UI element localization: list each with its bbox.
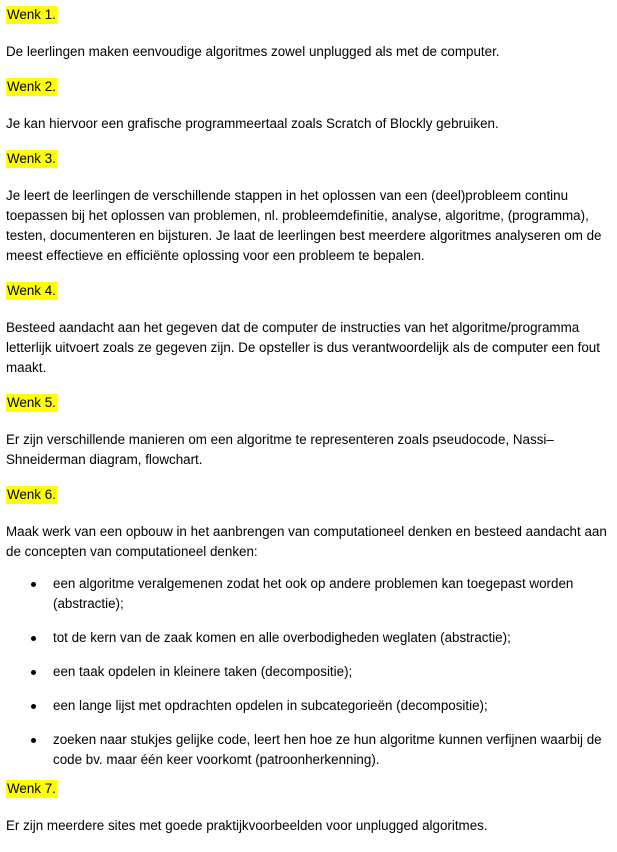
tip-label-3: Wenk 3. — [7, 151, 56, 166]
list-item-text: een taak opdelen in kleinere taken (decompositie); — [53, 664, 353, 679]
tip-heading-6 — [6, 486, 611, 506]
tip-label-6: Wenk 6. — [7, 487, 56, 502]
tip-label-4: Wenk 4. — [7, 283, 56, 298]
tip-text-4: Besteed aandacht aan het gegeven dat de computer de instructies van het algoritme/programma letterlijk uitvoert zoals ze gegeven zijn. De opsteller is dus verantwoordelijk als de computer een fout maakt. — [6, 320, 600, 375]
list-item — [6, 574, 611, 614]
tip-heading-7 — [6, 780, 611, 800]
tip-label-7: Wenk 7. — [7, 781, 56, 796]
bullet-icon — [31, 670, 36, 675]
tip-label-5: Wenk 5. — [7, 395, 56, 410]
tip-label-1: Wenk 1. — [7, 7, 56, 22]
tip-text-5: Er zijn verschillende manieren om een algoritme te representeren zoals pseudocode, Nassi–Shneiderman diagram, flowchart. — [6, 432, 554, 467]
tip-text-1: De leerlingen maken eenvoudige algoritmes zowel unplugged als met de computer. — [6, 44, 500, 59]
bullet-icon — [31, 582, 36, 587]
list-item — [6, 730, 611, 770]
tip-heading-2 — [6, 78, 611, 98]
bullet-icon — [31, 704, 36, 709]
concept-list — [6, 574, 611, 770]
list-item-text: een algoritme veralgemenen zodat het ook op andere problemen kan toegepast worden (abstractie); — [53, 576, 574, 611]
list-item — [6, 696, 611, 716]
tip-heading-4 — [6, 282, 611, 302]
tip-text-6: Maak werk van een opbouw in het aanbrengen van computationeel denken en besteed aandacht aan de concepten van computationeel denken: — [6, 524, 607, 559]
tip-label-2: Wenk 2. — [7, 79, 56, 94]
tip-heading-3 — [6, 150, 611, 170]
list-item — [6, 662, 611, 682]
document-page — [6, 6, 611, 852]
tip-heading-5 — [6, 394, 611, 414]
bullet-icon — [31, 738, 36, 743]
tip-text-3: Je leert de leerlingen de verschillende stappen in het oplossen van een (deel)probleem continu toepassen bij het oplossen van problemen, nl. probleemdefinitie, analyse, algoritme, (programma), testen, documenteren en bijsturen. Je laat de leerlingen best meerdere algoritmes analyseren om de meest effectieve en efficiënte oplossing voor een probleem te bepalen. — [6, 188, 602, 263]
list-item-text: zoeken naar stukjes gelijke code, leert hen hoe ze hun algoritme kunnen verfijnen waarbij de code bv. maar één keer voorkomt (patroonherkenning). — [53, 732, 602, 767]
list-item-text: een lange lijst met opdrachten opdelen in subcategorieën (decompositie); — [53, 698, 488, 713]
tip-text-2: Je kan hiervoor een grafische programmeertaal zoals Scratch of Blockly gebruiken. — [6, 116, 499, 131]
list-item-text: tot de kern van de zaak komen en alle overbodigheden weglaten (abstractie); — [53, 630, 511, 645]
tip-heading-1 — [6, 6, 611, 26]
bullet-icon — [31, 636, 36, 641]
tip-text-7: Er zijn meerdere sites met goede praktijkvoorbeelden voor unplugged algoritmes. — [6, 818, 488, 833]
list-item — [6, 628, 611, 648]
